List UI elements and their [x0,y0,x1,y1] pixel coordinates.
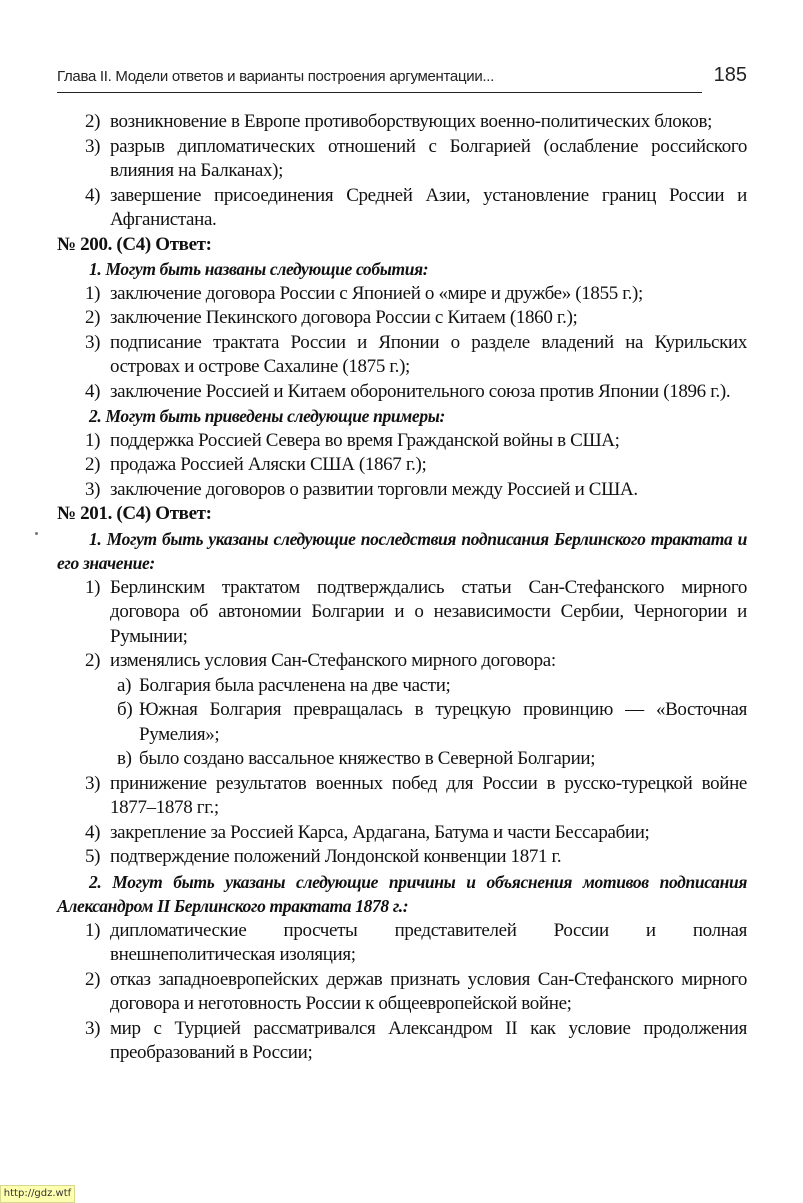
list-item: 1) Берлинским трактатом подтверждались статьи Сан-Стефанского мирного договора об автономии Болгарии и о независимости Сербии, Черногории и Румынии; [85,576,747,647]
list-item: 3) заключение договоров о развитии торговли между Россией и США. [85,478,638,500]
list-item: 3) мир с Турцией рассматривался Александром II как условие продолжения преобразований в России; [85,1017,747,1063]
sub-list-item: б) Южная Болгария превращалась в турецкую провинцию — «Восточная Румелия»; [117,699,747,745]
list-item: 1) дипломатические просчеты представителей России и полная внешнеполитическая изоляция; [85,919,747,965]
q201-part1-title: 1. Могут быть указаны следующие последствия подписания Берлинского трактата и его значение: [57,528,747,573]
sub-list-item: в) было создано вассальное княжество в Северной Болгарии; [117,748,596,769]
header-rule [57,92,702,93]
list-item: 2) заключение Пекинского договора России с Китаем (1860 г.); [85,307,578,328]
question-200-heading: № 200. (С4) Ответ: [57,233,212,255]
list-item: 2) отказ западноевропейских держав признать условия Сан-Стефанского мирного договора и неготовность России к общеевропейской войне; [85,968,747,1014]
page-content [57,110,747,1066]
list-item: 5) подтверждение положений Лондонской конвенции 1871 г. [85,846,562,867]
question-201-heading: № 201. (С4) Ответ: [57,503,212,524]
watermark-link[interactable]: http://gdz.wtf [0,1185,75,1203]
list-item: 2) продажа Россией Аляски США (1867 г.); [85,454,427,475]
list-item: 4) заключение Россией и Китаем оборонительного союза против Японии (1896 г.). [85,380,731,402]
list-item: 1) заключение договора России с Японией о «мире и дружбе» (1855 г.); [85,282,643,304]
list-item: 2) изменялись условия Сан-Стефанского мирного договора: [85,650,556,671]
running-title: Глава II. Модели ответов и варианты построения аргументации... [57,68,495,85]
list-item: 3) разрыв дипломатических отношений с Болгарией (ослабление российского влияния на Балканах); [85,135,747,181]
list-item: 3) принижение результатов военных побед для России в русско-турецкой войне 1877–1878 гг.; [85,772,747,818]
sub-list-item: а) Болгария была расчленена на две части; [117,674,451,696]
list-item: 4) закрепление за Россией Карса, Ардагана, Батума и части Бессарабии; [85,821,650,843]
q200-part2-title: 2. Могут быть приведены следующие примеры: [89,406,445,426]
page-header [57,64,747,92]
page-number: 185 [713,64,747,86]
list-item: 1) поддержка Россией Севера во время Гражданской войны в США; [85,429,620,451]
q201-part2-title: 2. Могут быть указаны следующие причины и объяснения мотивов подписания Александром II Берлинского трактата 1878 г.: [57,871,747,916]
scan-speck [35,532,38,535]
list-item: 2) возникновение в Европе противоборствующих военно-политических блоков; [85,111,713,132]
list-item: 3) подписание трактата России и Японии о разделе владений на Курильских островах и острове Сахалине (1875 г.); [85,331,747,377]
list-item: 4) завершение присоединения Средней Азии, установление границ России и Афганистана. [85,184,747,230]
q200-part1-title: 1. Могут быть названы следующие события: [89,259,429,279]
